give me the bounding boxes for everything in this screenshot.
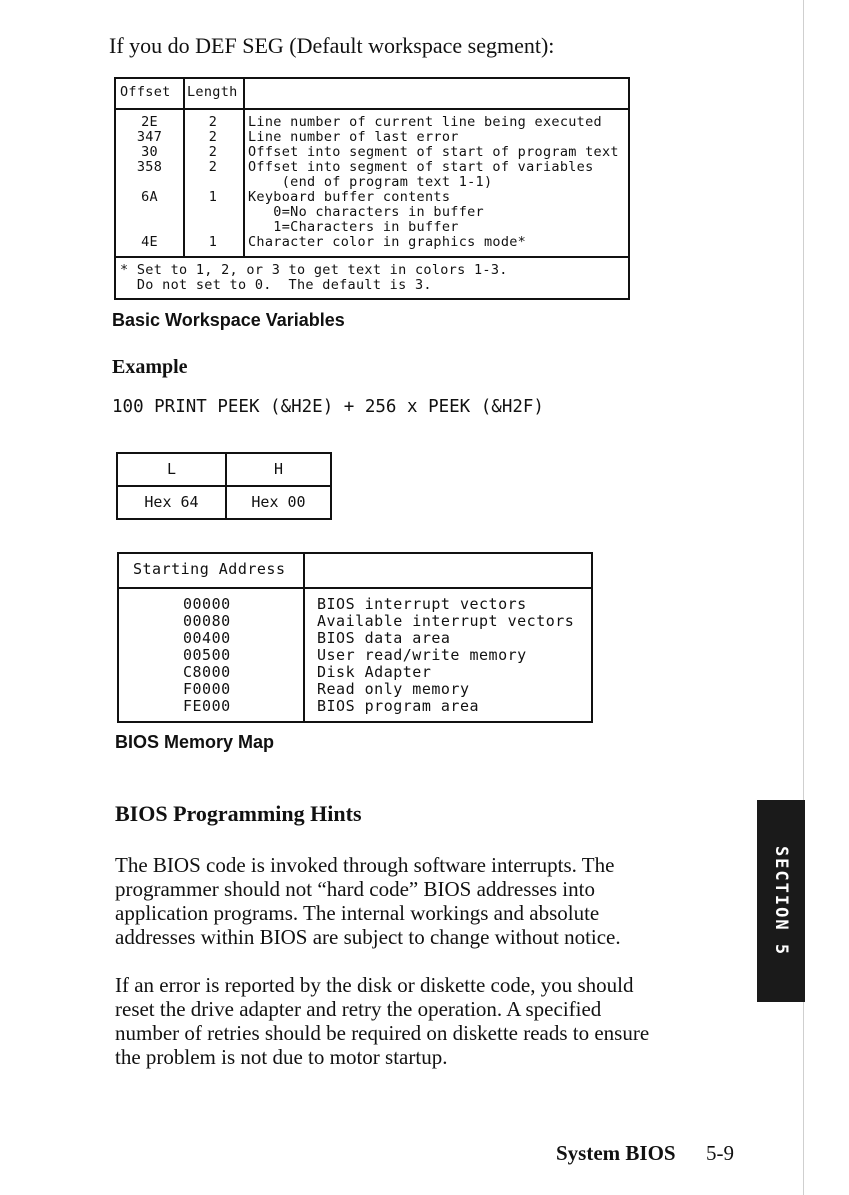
desc-cell: (end of program text 1-1) <box>248 174 493 190</box>
offset-cell: 4E <box>141 234 158 250</box>
offset-cell: 6A <box>141 189 158 205</box>
offset-cell: 347 <box>136 129 163 145</box>
length-cell: 1 <box>208 189 218 205</box>
address-cell: 00400 <box>183 629 231 647</box>
memory-map-table <box>117 552 593 723</box>
length-cell: 2 <box>208 129 218 145</box>
value-l: Hex 64 <box>144 493 199 511</box>
section-heading: BIOS Programming Hints <box>115 801 362 826</box>
desc-cell: Line number of current line being executed <box>248 114 602 130</box>
intro-text: If you do DEF SEG (Default workspace segment): <box>109 33 555 58</box>
region-cell: BIOS program area <box>317 697 480 715</box>
workspace-caption: Basic Workspace Variables <box>112 310 345 330</box>
region-cell: Disk Adapter <box>317 663 432 681</box>
paragraph <box>115 853 735 949</box>
paragraph-line: application programs. The internal workings and absolute <box>115 901 600 925</box>
header-divider <box>116 108 628 110</box>
region-cell: Available interrupt vectors <box>317 612 575 630</box>
desc-cell: Character color in graphics mode* <box>248 234 527 250</box>
desc-cell: Line number of last error <box>248 129 459 145</box>
row-divider <box>118 485 330 487</box>
length-cell: 1 <box>208 234 218 250</box>
desc-cell: 1=Characters in buffer <box>248 219 459 235</box>
paragraph-line: programmer should not “hard code” BIOS addresses into <box>115 877 595 901</box>
paragraph-line: addresses within BIOS are subject to change without notice. <box>115 925 621 949</box>
address-cell: 00000 <box>183 595 231 613</box>
length-cell: 2 <box>208 159 218 175</box>
address-cell: FE000 <box>183 697 231 715</box>
region-cell: BIOS data area <box>317 629 451 647</box>
address-cell: 00080 <box>183 612 231 630</box>
region-cell: BIOS interrupt vectors <box>317 595 527 613</box>
paragraph-line: If an error is reported by the disk or diskette code, you should <box>115 973 634 997</box>
footnote-line: Do not set to 0. The default is 3. <box>120 277 432 293</box>
address-cell: C8000 <box>183 663 231 681</box>
peek-bytes-table <box>116 452 332 520</box>
workspace-variables-table <box>114 77 630 300</box>
offset-cell: 2E <box>141 114 158 130</box>
header-divider <box>119 587 591 589</box>
desc-cell: Offset into segment of start of program text <box>248 144 619 160</box>
offset-cell: 30 <box>141 144 158 160</box>
address-cell: 00500 <box>183 646 231 664</box>
length-cell: 2 <box>208 114 218 130</box>
paragraph <box>115 973 735 1069</box>
code-line: 100 PRINT PEEK (&H2E) + 256 x PEEK (&H2F) <box>112 397 544 417</box>
region-cell: User read/write memory <box>317 646 527 664</box>
offset-cell: 358 <box>136 159 163 175</box>
example-title: Example <box>112 356 188 378</box>
section-tab-label: SECTION 5 <box>771 845 791 957</box>
length-cell: 2 <box>208 144 218 160</box>
region-cell: Read only memory <box>317 680 470 698</box>
desc-cell: Keyboard buffer contents <box>248 189 451 205</box>
page-edge <box>803 0 804 1195</box>
memory-map-caption: BIOS Memory Map <box>115 732 275 752</box>
header-starting-address: Starting Address <box>133 560 286 578</box>
header-offset: Offset <box>120 84 171 100</box>
paragraph-line: the problem is not due to motor startup. <box>115 1045 448 1069</box>
footer-title: System BIOS <box>556 1141 676 1165</box>
header-l: L <box>166 460 177 478</box>
header-length: Length <box>187 84 238 100</box>
col-divider <box>303 554 305 721</box>
address-cell: F0000 <box>183 680 231 698</box>
header-h: H <box>273 460 284 478</box>
value-h: Hex 00 <box>251 493 306 511</box>
page-number: 5-9 <box>706 1141 734 1165</box>
desc-cell: 0=No characters in buffer <box>248 204 484 220</box>
footnote-line: * Set to 1, 2, or 3 to get text in colors 1-3. <box>120 262 508 278</box>
paragraph-line: The BIOS code is invoked through software interrupts. The <box>115 853 615 877</box>
paragraph-line: reset the drive adapter and retry the operation. A specified <box>115 997 602 1021</box>
footnote-divider <box>116 256 628 258</box>
section-tab <box>757 800 805 1002</box>
col-divider <box>243 79 245 256</box>
desc-cell: Offset into segment of start of variables <box>248 159 594 175</box>
paragraph-line: number of retries should be required on diskette reads to ensure <box>115 1021 650 1045</box>
